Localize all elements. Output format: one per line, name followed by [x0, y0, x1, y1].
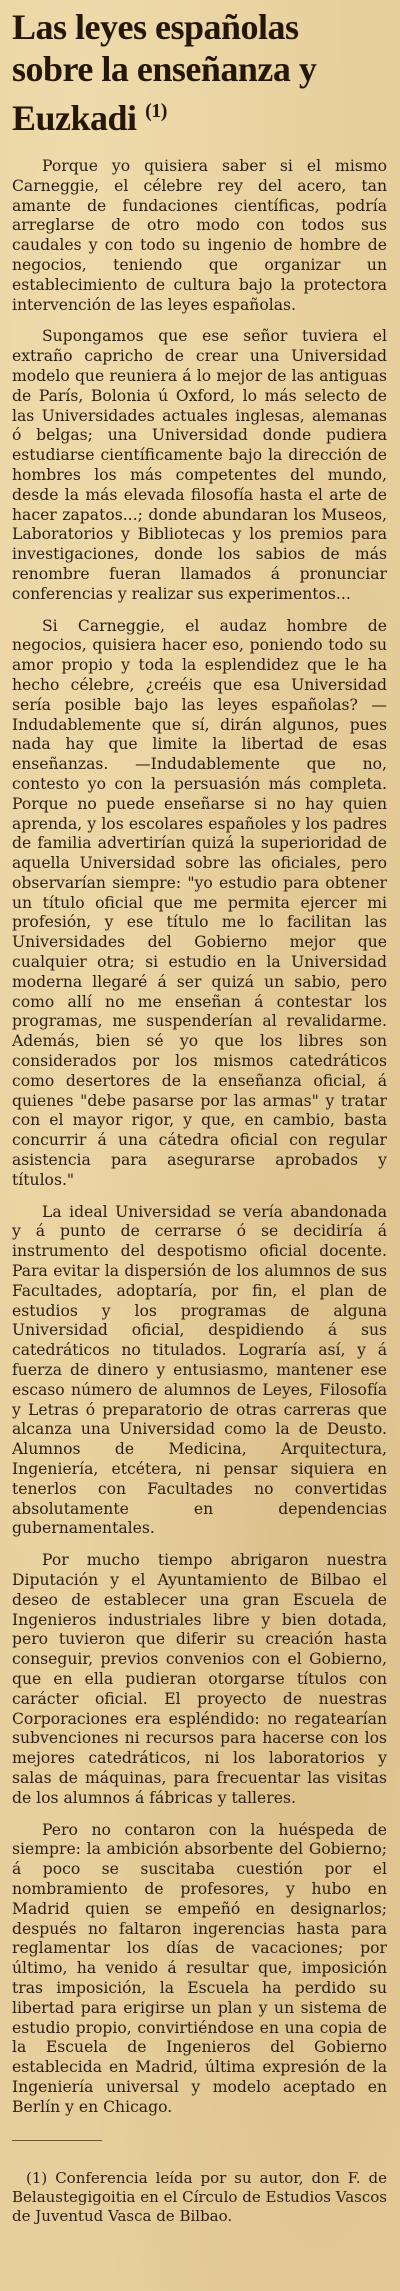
article-paragraph: La ideal Universidad se vería abandonada y á punto de cerrarse ó se decidiría á instrumento del despotismo oficial docente. Para evitar la dispersión de los alumnos de sus Facultades, adoptaría, por fin, el plan de estudios y los programas de alguna Universidad oficial, despidiendo á sus catedráticos no titulados. Lograría así, y á fuerza de dinero y entusiasmo, mantener ese escaso número de alumnos de Leyes, Filosofía y Letras ó preparatorio de otras carreras que alcanza una Universidad como la de Deusto. Alumnos de Medicina, Arquitectura, Ingeniería, etcétera, ni pensar siquiera en tenerlos con Facultades no convertidas absolutamente en dependencias gubernamentales.	[12, 1202, 387, 1538]
article-paragraph: Porque yo quisiera saber si el mismo Carneggie, el célebre rey del acero, tan amante de fundaciones científicas, podría arreglarse de otro modo con todos sus caudales y con todo su ingenio de hombre de negocios, teniendo que organizar un establecimiento de cultura bajo la protectora intervención de las leyes españolas.	[12, 157, 387, 314]
footnote-divider	[12, 2140, 102, 2141]
footnote: (1) Conferencia leída por su autor, don F. de Belaustegigoitia en el Círculo de Estudios Vascos de Juventud Vasca de Bilbao.	[12, 2168, 387, 2225]
title-footnote-marker: (1)	[145, 100, 167, 122]
article-paragraph: Pero no contaron con la huéspeda de siempre: la ambición absorbente del Gobierno; á poco se suscitaba cuestión por el nombramiento de profesores, y hubo en Madrid quien se empeñó en designarlos; después no faltaron ingerencias hasta para reglamentar los días de vacaciones; por último, ha venido á resultar que, imposición tras imposición, la Escuela ha perdido su libertad para erigirse un plan y un sistema de estudio propio, convirtiéndose en una copia de la Escuela de Ingenieros del Gobierno establecida en Madrid, última expresión de la Ingeniería universal y modelo aceptado en Berlín y en Chicago.	[12, 1820, 387, 2116]
article-paragraph: Supongamos que ese señor tuviera el extraño capricho de crear una Universidad modelo que reuniera á lo mejor de las antiguas de París, Bolonia ú Oxford, lo más selecto de las Universidades actuales inglesas, alemanas ó belgas; una Universidad donde pudiera estudiarse científicamente bajo la dirección de hombres los más competentes del mundo, desde la más elevada filosofía hasta el arte de hacer zapatos...; donde abundaran los Museos, Laboratorios y Bibliotecas y los premios para investigaciones, donde los sabios de más renombre fueran llamados á pronunciar conferencias y realizar sus experimentos...	[12, 327, 387, 603]
article-title	[12, 6, 387, 139]
article-body	[12, 157, 387, 2118]
article-title-text: Las leyes españolas sobre la enseñanza y Euzkadi	[12, 7, 317, 138]
article-paragraph: Por mucho tiempo abrigaron nuestra Diputación y el Ayuntamiento de Bilbao el deseo de establecer una gran Escuela de Ingenieros industriales libre y bien dotada, pero tuvieron que diferir su creación hasta conseguir, previos convenios con el Gobierno, que en ella pudieran otorgarse títulos con carácter oficial. El proyecto de nuestras Corporaciones era espléndido: no regatearían subvenciones ni recursos para hacerse con los mejores catedráticos, ni los laboratorios y salas de máquinas, para frecuentar las visitas de los alumnos á fábricas y talleres.	[12, 1551, 387, 1807]
article-paragraph: Si Carneggie, el audaz hombre de negocios, quisiera hacer eso, poniendo todo su amor propio y toda la esplendidez que le ha hecho célebre, ¿creéis que esa Universidad sería posible bajo las leyes españolas? —Indudablemente que sí, dirán algunos, pues nada hay que limite la libertad de esas enseñanzas. —Indudablemente que no, contesto yo con la persuasión más completa. Porque no puede enseñarse si no hay quien aprenda, y los escolares españoles y los padres de familia advertirían quizá la superioridad de aquella Universidad sobre las oficiales, pero observarían siempre: "yo estudio para obtener un título oficial que me permita ejercer mi profesión, y ese título me lo facilitan las Universidades del Gobierno mejor que cualquier otra; si estudio en la Universidad moderna llegaré á ser quizá un sabio, pero como allí no me enseñan á contestar los programas, me suspenderían al revalidarme. Además, bien sé yo que los libres son considerados por los mismos catedráticos como desertores de la enseñanza oficial, á quienes "debe pasarse por las armas" y tratar con el mayor rigor, y que, en cambio, basta concurrir á una cátedra oficial con regular asistencia para asegurarse aprobados y títulos."	[12, 616, 387, 1189]
